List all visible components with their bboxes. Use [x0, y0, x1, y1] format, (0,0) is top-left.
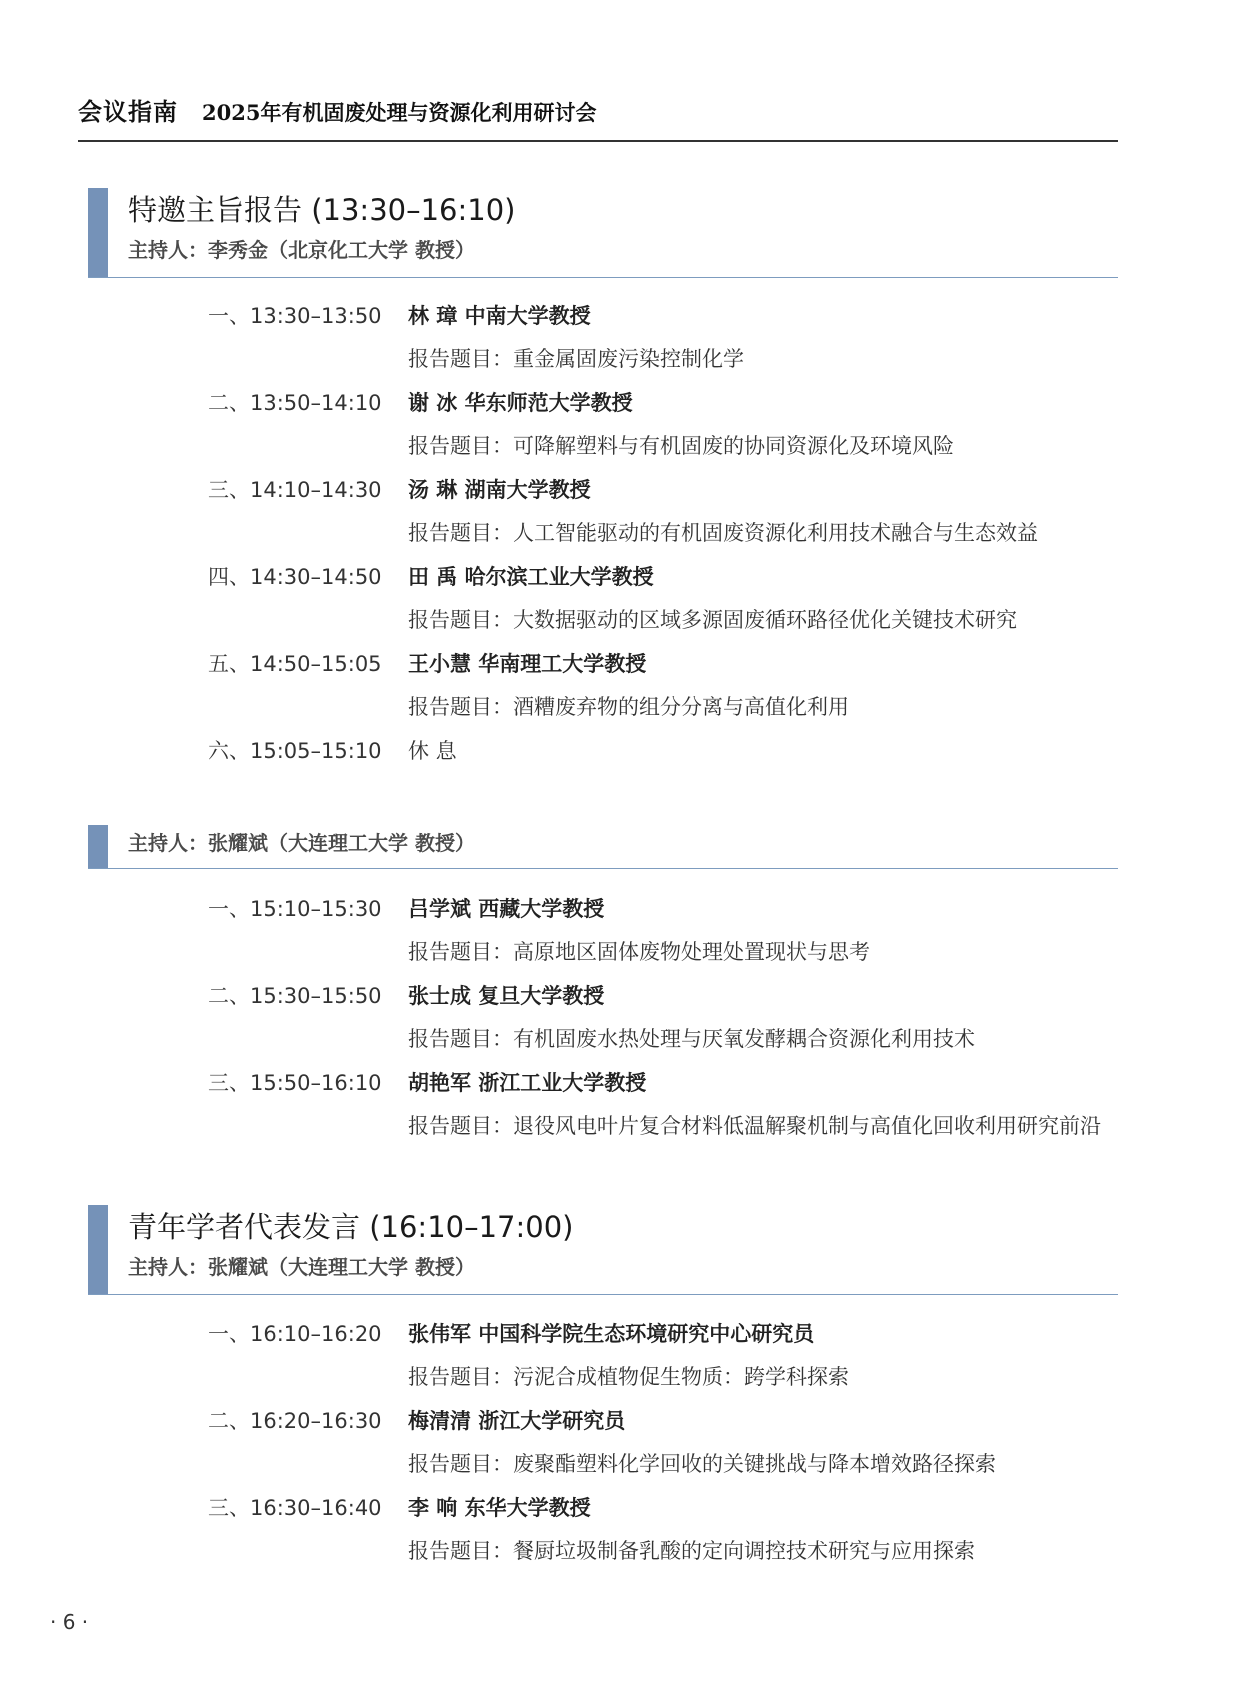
section-accent-bar [88, 188, 108, 277]
item-topic: 报告题目：大数据驱动的区域多源固废循环路径优化关键技术研究 [408, 608, 1017, 632]
item-topic: 报告题目：废聚酯塑料化学回收的关键挑战与降本增效路径探索 [408, 1452, 996, 1476]
item-time: 二、16:20–16:30 [208, 1409, 382, 1433]
item-topic: 报告题目：餐厨垃圾制备乳酸的定向调控技术研究与应用探索 [408, 1539, 975, 1563]
item-time: 二、15:30–15:50 [208, 984, 382, 1008]
item-time: 三、14:10–14:30 [208, 478, 382, 502]
conference-title: 2025年有机固废处理与资源化利用研讨会 [202, 100, 597, 125]
section-young-scholars-header [88, 1205, 1118, 1295]
header-divider [78, 140, 1118, 142]
item-time: 一、13:30–13:50 [208, 304, 382, 328]
item-time: 二、13:50–14:10 [208, 391, 382, 415]
item-topic: 报告题目：人工智能驱动的有机固废资源化利用技术融合与生态效益 [408, 521, 1038, 545]
section-accent-bar [88, 1205, 108, 1294]
item-time: 三、16:30–16:40 [208, 1496, 382, 1520]
item-speaker: 李 响 东华大学教授 [408, 1496, 591, 1520]
page-header [78, 92, 1118, 127]
section-keynote-header [88, 188, 1118, 278]
item-speaker: 胡艳军 浙江工业大学教授 [408, 1071, 647, 1095]
section-title: 特邀主旨报告 (13:30–16:10) [128, 193, 516, 227]
item-speaker: 王小慧 华南理工大学教授 [408, 652, 647, 676]
item-speaker: 林 璋 中南大学教授 [408, 304, 591, 328]
item-topic: 报告题目：高原地区固体废物处理处置现状与思考 [408, 940, 870, 964]
page-number: · 6 · [50, 1610, 89, 1634]
item-speaker: 张伟军 中国科学院生态环境研究中心研究员 [408, 1322, 815, 1346]
item-time: 四、14:30–14:50 [208, 565, 382, 589]
item-time: 一、16:10–16:20 [208, 1322, 382, 1346]
break-label: 休 息 [408, 739, 457, 763]
section-title: 青年学者代表发言 (16:10–17:00) [128, 1210, 574, 1244]
item-time: 三、15:50–16:10 [208, 1071, 382, 1095]
item-speaker: 田 禹 哈尔滨工业大学教授 [408, 565, 654, 589]
guide-label: 会议指南 [78, 97, 178, 126]
item-speaker: 梅清清 浙江大学研究员 [408, 1409, 626, 1433]
item-speaker: 谢 冰 华东师范大学教授 [408, 391, 633, 415]
item-speaker: 汤 琳 湖南大学教授 [408, 478, 591, 502]
item-speaker: 张士成 复旦大学教授 [408, 984, 605, 1008]
item-time: 一、15:10–15:30 [208, 897, 382, 921]
item-topic: 报告题目：酒糟废弃物的组分分离与高值化利用 [408, 695, 849, 719]
item-topic: 报告题目：退役风电叶片复合材料低温解聚机制与高值化回收利用研究前沿 [408, 1114, 1101, 1138]
item-topic: 报告题目：可降解塑料与有机固废的协同资源化及环境风险 [408, 434, 954, 458]
item-topic: 报告题目：污泥合成植物促生物质：跨学科探索 [408, 1365, 849, 1389]
item-speaker: 吕学斌 西藏大学教授 [408, 897, 605, 921]
item-time: 五、14:50–15:05 [208, 652, 382, 676]
section-host: 主持人：张耀斌（大连理工大学 教授） [128, 831, 475, 855]
item-topic: 报告题目：有机固废水热处理与厌氧发酵耦合资源化利用技术 [408, 1027, 975, 1051]
section-host: 主持人：张耀斌（大连理工大学 教授） [128, 1255, 475, 1279]
item-time: 六、15:05–15:10 [208, 739, 382, 763]
section-accent-bar [88, 825, 108, 868]
section-session2-header [88, 825, 1118, 869]
item-topic: 报告题目：重金属固废污染控制化学 [408, 347, 744, 371]
section-host: 主持人：李秀金（北京化工大学 教授） [128, 238, 475, 262]
